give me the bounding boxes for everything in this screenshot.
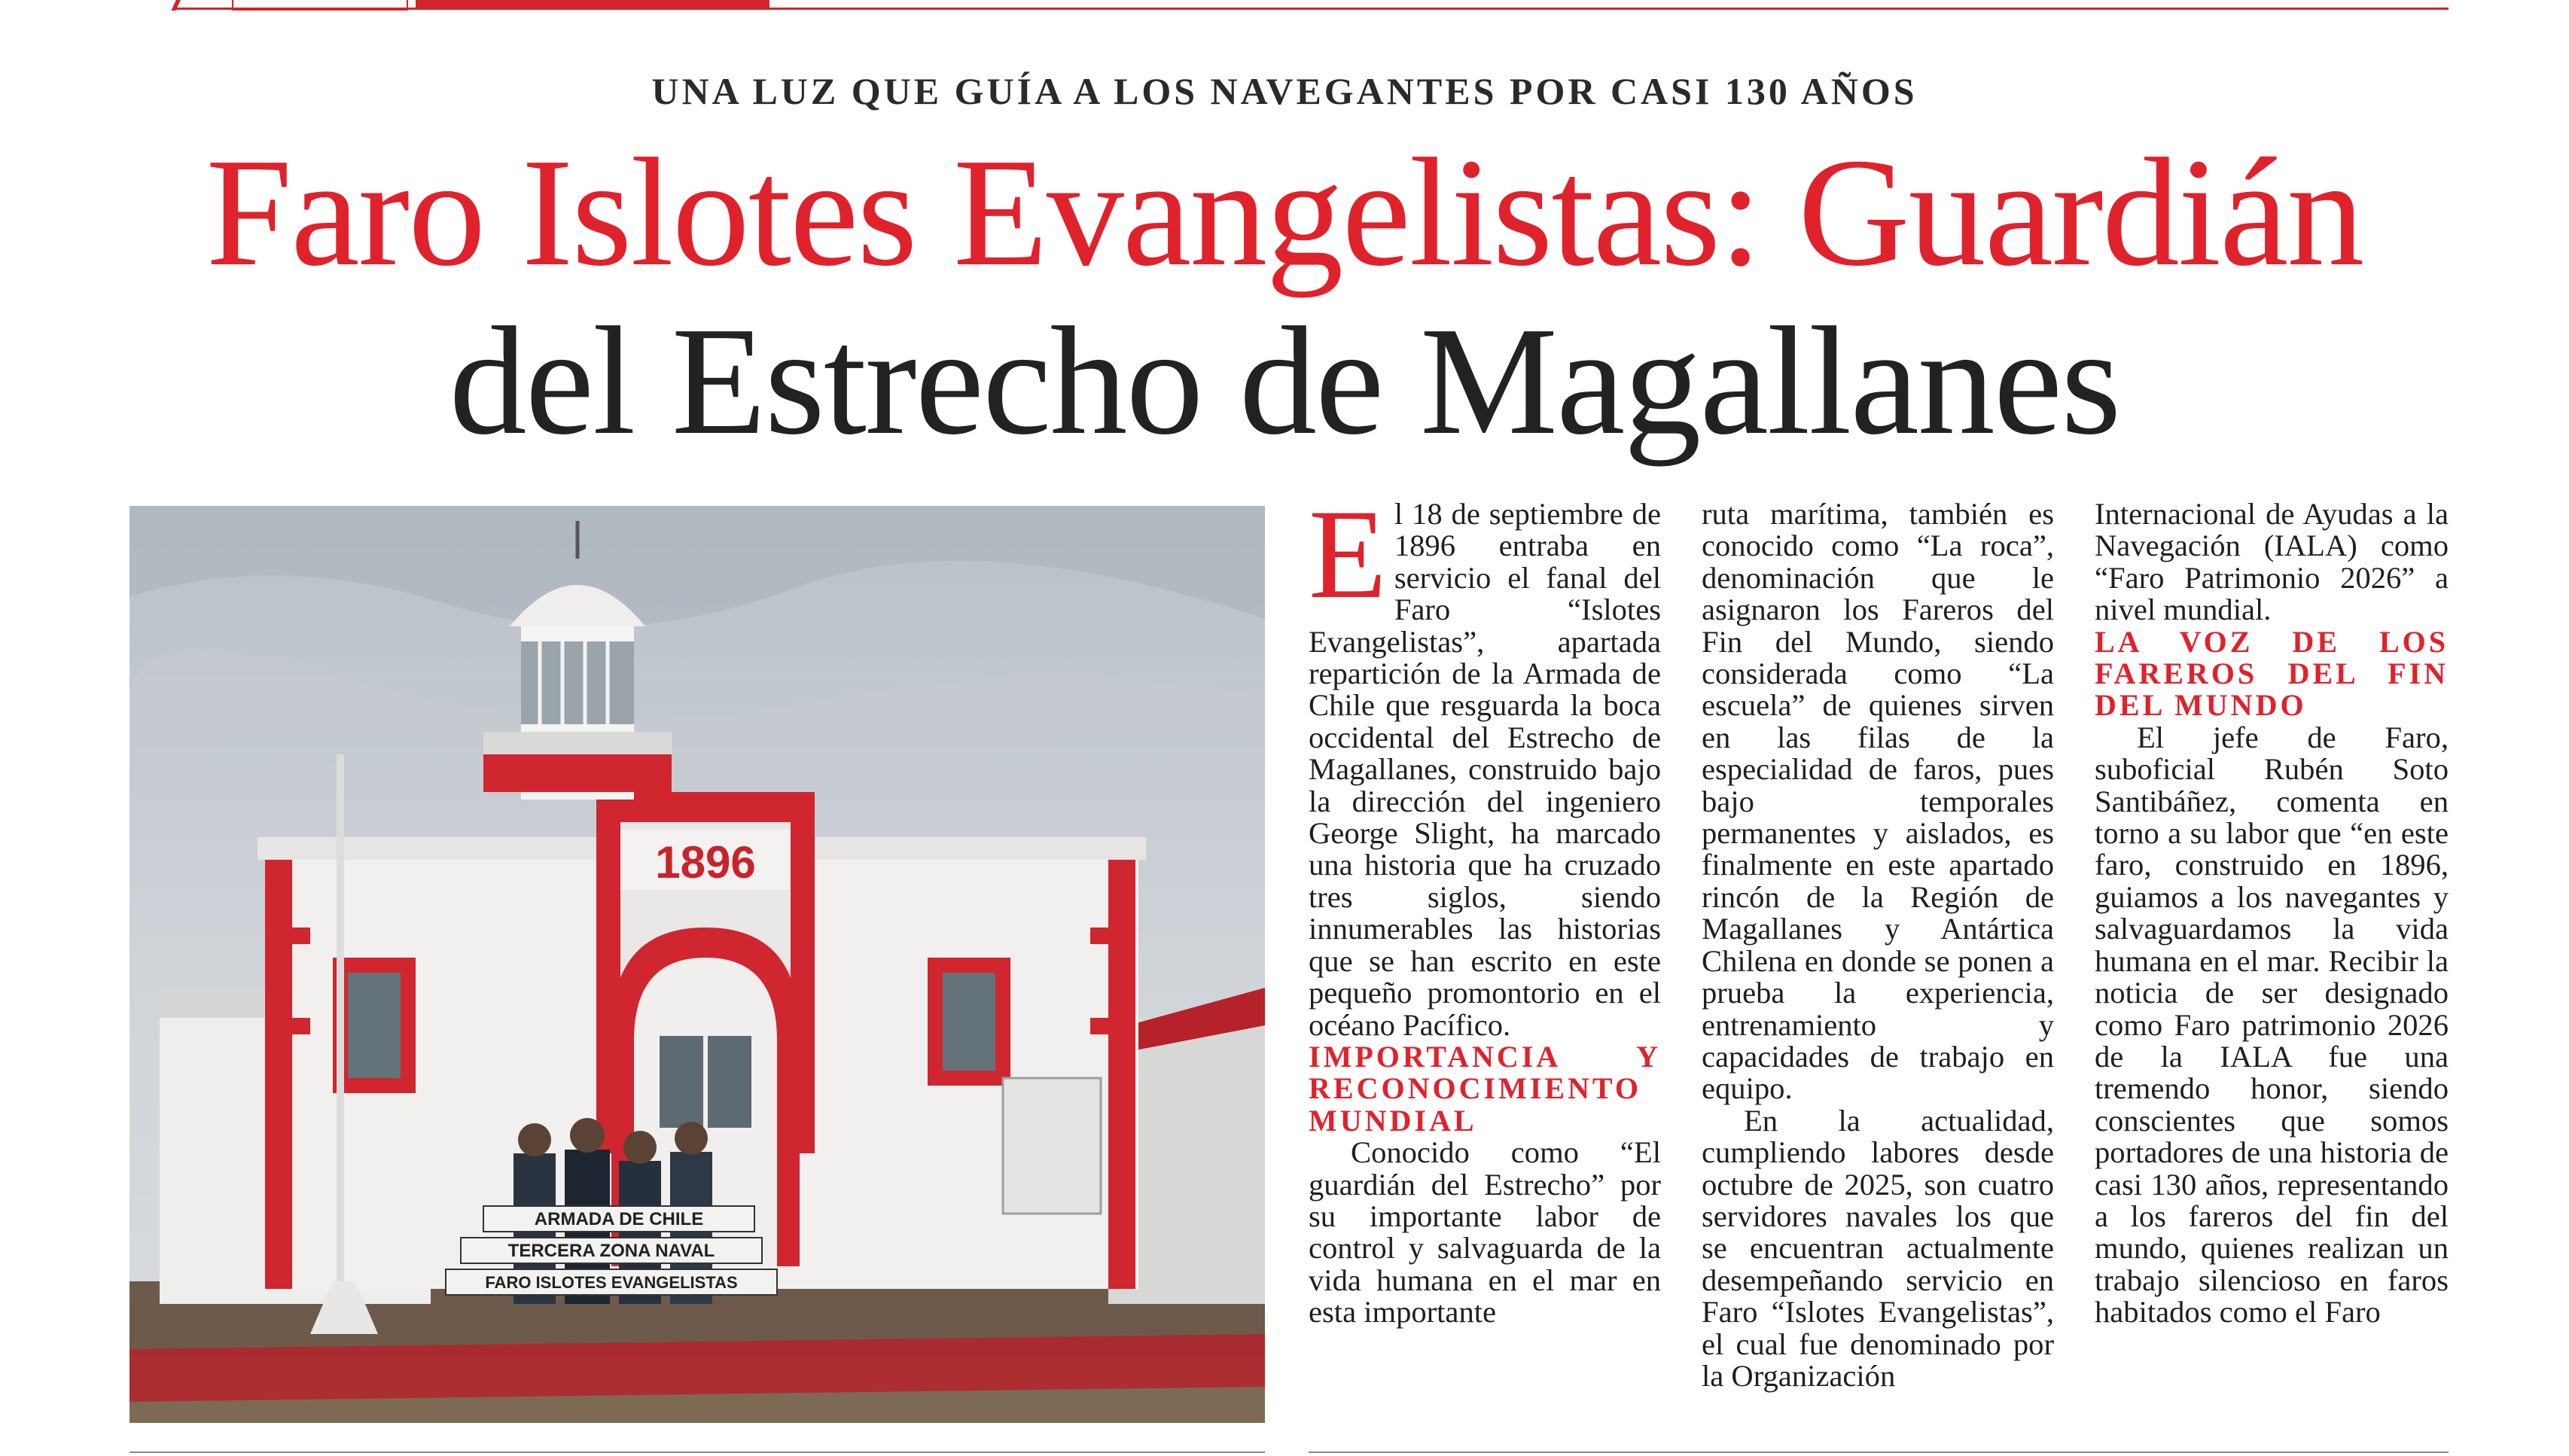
paragraph: El jefe de Faro, suboficial Rubén Soto Santibáñez, comenta en torno a su labor que “en este faro, construido en 1896, guiamos a los navegantes y salvaguardamos la vida humana en el mar. Recibir la noticia de ser designado como Faro patrimonio 2026 de la IALA fue una tremendo honor, siendo conscientes que somos portadores de una historia de casi 130 años, representando a los fareros del fin del mundo, quienes realizan un trabajo silencioso en faros habitados como el Faro — [2095, 720, 2449, 1330]
headline-line-1: Faro Islotes Evangelistas: Guardián — [206, 126, 2363, 298]
headline-line-2: del Estrecho de Magallanes — [449, 294, 2120, 467]
lead-paragraph-text: l 18 de septiembre de 1896 entraba en servicio el fanal del Faro “Islotes Evangelistas”, apartada repartición de la Armada de Chile que resguarda la boca occidental del Estrecho de Magallanes, construido bajo la dirección del ingeniero George Slight, ha marcado una historia que ha cruzado tres siglos, siendo innumerables las historias que se han escrito en este pequeño promontorio en el océano Pacífico. — [1309, 497, 1661, 1042]
sign-line-2: TERCERA ZONA NAVAL — [507, 1241, 715, 1261]
armada-sign — [446, 1206, 777, 1295]
sign-line-1: ARMADA DE CHILE — [534, 1209, 704, 1229]
bottom-rule-right — [1309, 1451, 2449, 1453]
paragraph: Internacional de Ayudas a la Navegación (IALA) como “Faro Patrimonio 2026” a nivel mundial. — [2095, 497, 2449, 627]
paragraph: Conocido como “El guardián del Estrecho” por su importante labor de control y salvaguarda de la vida humana en el mar en esta importante — [1309, 1135, 1661, 1330]
sign-line-3: FARO ISLOTES EVANGELISTAS — [485, 1273, 738, 1292]
lighthouse-photo — [130, 506, 1265, 1423]
article-column-3 — [2095, 498, 2449, 1329]
kicker: UNA LUZ QUE GUÍA A LOS NAVEGANTES POR CASI 130 AÑOS — [651, 70, 1918, 112]
paragraph: ruta marítima, también es conocido como “La roca”, denominación que le asignaron los Fareros del Fin del Mundo, siendo considerada como “La escuela” de quienes sirven en las filas de la especialidad de faros, pues bajo temporales permanentes y aislados, es finalmente en este apartado rincón de la Región de Magallanes y Antártica Chilena en donde se ponen a prueba la experiencia, entrenamiento y capacidades de trabajo en equipo. — [1702, 497, 2054, 1106]
lead-paragraph — [1309, 483, 1661, 1042]
article-column-1 — [1309, 483, 1661, 1330]
top-rule — [173, 8, 2449, 10]
article-column-2 — [1702, 498, 2054, 1392]
bottom-rule-left — [130, 1451, 1265, 1453]
year-plaque: 1896 — [655, 837, 756, 888]
subhead-importancia: IMPORTANCIA Y RECONOCIMIENTO MUNDIAL — [1309, 1039, 1661, 1138]
paragraph: En la actualidad, cumpliendo labores desde octubre de 2025, son cuatro servidores navales los que se encuentran actualmente desempeñando servicio en Faro “Islotes Evangelistas”, el cual fue denominado por la Organización — [1702, 1103, 2054, 1393]
drop-cap: E — [1309, 483, 1387, 625]
subhead-la-voz: LA VOZ DE LOS FAREROS DEL FIN DEL MUNDO — [2095, 624, 2449, 723]
